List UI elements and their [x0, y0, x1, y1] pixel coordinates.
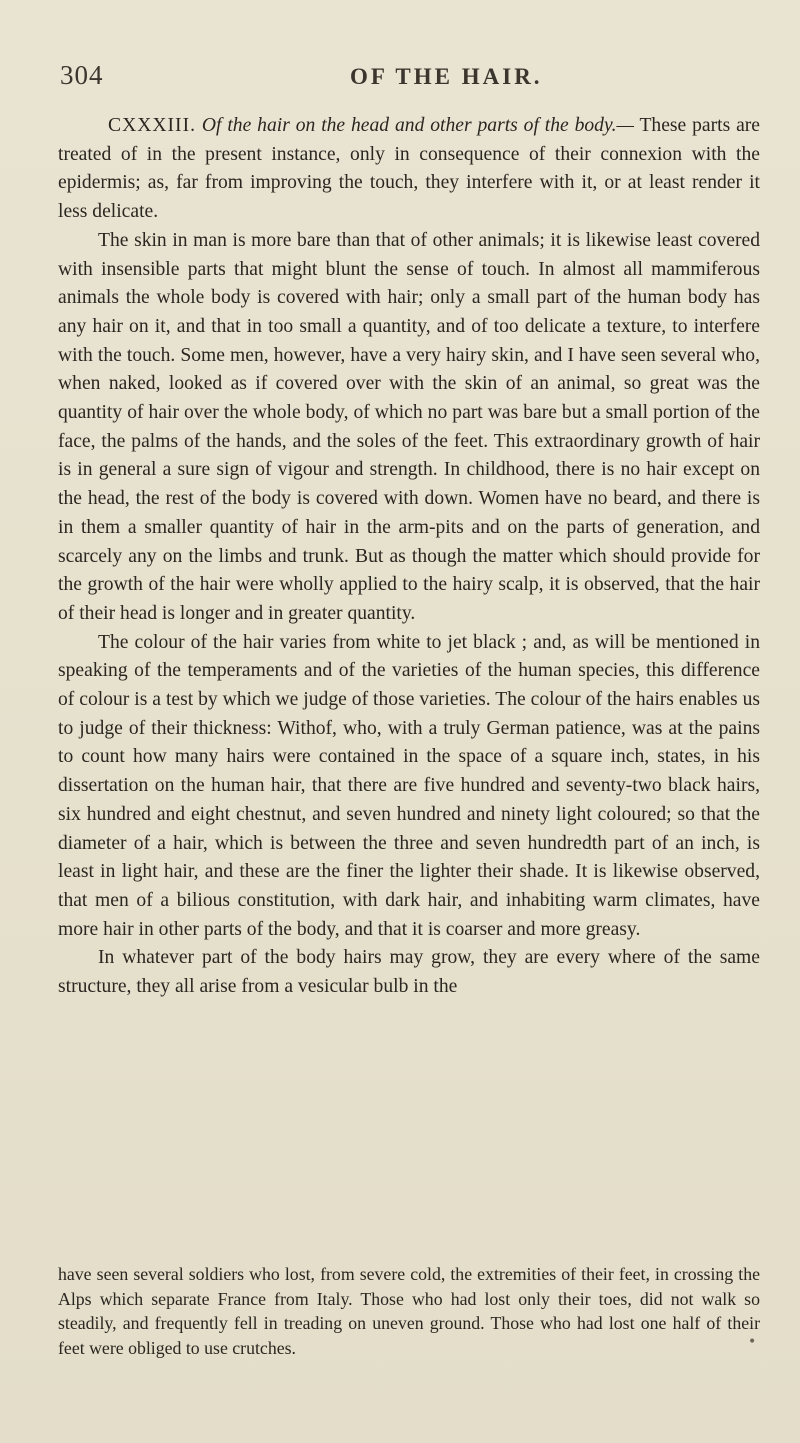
page-header	[60, 60, 760, 100]
section-number: CXXXIII.	[108, 115, 196, 136]
section-title: Of the hair on the head and other parts of the body.—	[201, 115, 634, 136]
paragraph: The colour of the hair varies from white to jet black ; and, as will be mentioned in speaking of the temperaments and of the varieties of the human species, this difference of colour is a test by which we judge of those varieties. The colour of the hairs enables us to judge of their thickness: Withof, who, with a truly German patience, was at the pains to count how many hairs were contained in the space of a square inch, states, in his dissertation on the human hair, that there are five hundred and seventy-two black hairs, six hundred and eight chestnut, and seven hundred and ninety light coloured; so that the diameter of a hair, which is between the three and seven hundredth part of an inch, is least in light hair, and these are the finer the lighter their shade. It is likewise observed, that men of a bilious constitution, with dark hair, and inhabiting warm climates, have more hair in other parts of the body, and that it is coarser and more greasy.	[58, 631, 760, 940]
running-head: OF THE HAIR.	[350, 64, 543, 89]
paragraph: The skin in man is more bare than that of other animals; it is likewise least covered with insensible parts that might blunt the sense of touch. In almost all mammiferous animals the whole body is covered with hair; only a small part of the human body has any hair on it, and that in too small a quantity, and of too delicate a texture, to interfere with the touch. Some men, however, have a very hairy skin, and I have seen several who, when naked, looked as if covered over with the skin of an animal, so great was the quantity of hair over the whole body, of which no part was bare but a small portion of the face, the palms of the hands, and the soles of the feet. This extraordinary growth of hair is in general a sure sign of vigour and strength. In childhood, there is no hair except on the head, the rest of the body is covered with down. Women have no beard, and there is in them a smaller quantity of hair in the arm-pits and on the parts of generation, and scarcely any on the limbs and trunk. But as though the matter which should provide for the growth of the hair were wholly applied to the hairy scalp, it is observed, that the hair of their head is longer and in greater quantity.	[58, 229, 760, 624]
main-text	[58, 112, 760, 1002]
section-intro: These parts are treated of in the present instance, only in consequence of their connexion with the epidermis; as, far from improving the touch, they interfere with it, or at least render it less delicate.	[58, 115, 760, 223]
paragraph: In whatever part of the body hairs may grow, they are every where of the same structure, they all arise from a vesicular bulb in the	[58, 947, 760, 998]
section-opening-paragraph	[58, 112, 760, 227]
footnote: have seen several soldiers who lost, from severe cold, the extremities of their feet, in crossing the Alps which separate France from Italy. Those who had lost only their toes, did not walk so steadily, and frequently fell in treading on uneven ground. Those who had lost one half of their feet were obliged to use crutches.	[58, 1264, 760, 1358]
ink-blot: •	[748, 1334, 757, 1350]
page-number: 304	[60, 60, 104, 90]
